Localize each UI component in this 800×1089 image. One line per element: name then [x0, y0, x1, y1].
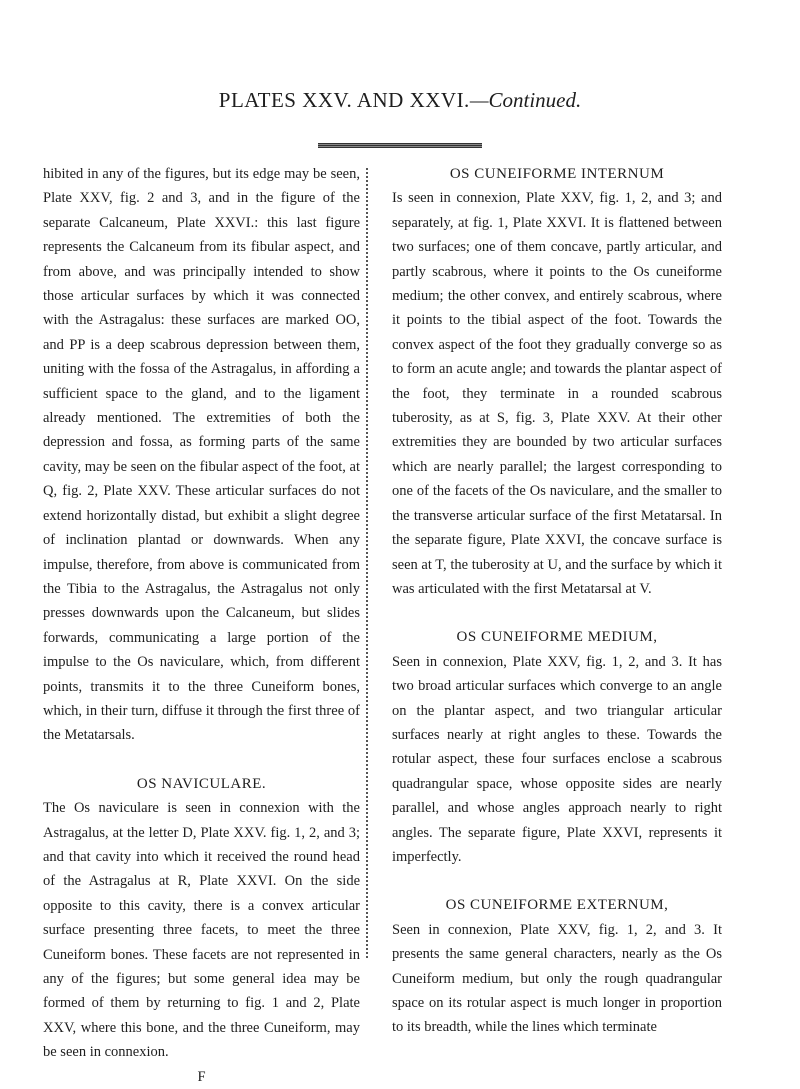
left-column [43, 162, 360, 1089]
signature-mark: F [197, 1068, 206, 1085]
column-divider [366, 168, 368, 958]
left-paragraph-2: The Os naviculare is seen in connexion with the Astragalus, at the letter D, Plate XXV. fig. 1, 2, and 3; and that cavity into which it received the round head of the Astragalus at R, Plate XXVI. On the side opposite to this cavity, there is a convex articular surface presenting three facets, to meet the three Cuneiform bones. These facets are not represented in any of the figures; but some general idea may be formed of them by returning to fig. 1 and 2, Plate XXV, where this bone, and the three Cuneiform, may be seen in connexion. [43, 800, 360, 1061]
heading-cuneiforme-internum: OS CUNEIFORME INTERNUM [449, 166, 665, 182]
heading-os-naviculare: OS NAVICULARE. [136, 775, 267, 792]
right-column [392, 162, 722, 1040]
heading-cuneiforme-externum: OS CUNEIFORME EXTERNUM, [445, 897, 669, 914]
left-paragraph-1: hibited in any of the figures, but its edge may be seen, Plate XXV, fig. 2 and 3, and in the figure of the separate Calcaneum, Plate XXVI.: this last figure represents the Calcaneum from its fibular aspect, and from above, and was principally intended to show those articular surfaces by which it was connected with the Astragalus: these surfaces are marked OO, and PP is a deep scabrous depression between them, uniting with the fossa of the Astragalus, in affording a sufficient space to the gland, and to the ligament already mentioned. The extremities of both the depression and fossa, as forming parts of the same cavity, may be seen on the fibular aspect of the foot, at Q, fig. 2, Plate XXV. These articular surfaces do not extend horizontally distad, but exhibit a slight degree of inclination plantad or downwards. When any impulse, therefore, from above is communicated from the Tibia to the Astragalus, the Astragalus not only presses downwards upon the Calcaneum, but slides forwards, communicating a large portion of the impulse to the Os naviculare, which, from different points, transmits it to the three Cuneiform bones, which, in their turn, diffuse it through the first three of the Metatarsals. [43, 166, 360, 744]
right-paragraph-2: Seen in connexion, Plate XXV, fig. 1, 2, and 3. It has two broad articular surfaces which converge to an angle on the plantar aspect, and two triangular articular surfaces nearly at right angles to these. Towards the rotular aspect, these four surfaces enclose a scabrous quadrangular space, whose opposite sides are nearly parallel, and whose angles approach nearly to right angles. The separate figure, Plate XXVI, represents it imperfectly. [392, 653, 722, 865]
right-paragraph-3: Seen in connexion, Plate XXV, fig. 1, 2, and 3. It presents the same general characters, nearly as the Os Cuneiform medium, but only the rough quadrangular space on its rotular aspect is much longer in proportion to its breadth, while the lines which terminate [392, 921, 722, 1036]
right-paragraph-1: Is seen in connexion, Plate XXV, fig. 1, 2, and 3; and separately, at fig. 1, Plate XXVI. It is flattened between two surfaces; one of them concave, partly articular, and partly scabrous, where it points to the Os cuneiforme medium; the other convex, and entirely scabrous, where it points to the tibial aspect of the foot. Towards the convex aspect of the foot they gradually converge so as to form an acute angle; and towards the plantar aspect of the foot, they terminate in a rounded scabrous tuberosity, as at S, fig. 3, Plate XXV. At their other extremities they are bounded by two articular surfaces which are nearly parallel; the largest corresponding to one of the facets of the Os naviculare, and the smaller to the transverse articular surface of the first Metatarsal. In the separate figure, Plate XXVI, the concave surface is seen at T, the tuberosity at U, and the surface by which it was articulated with the first Metatarsal at V. [392, 190, 722, 597]
heading-cuneiforme-medium: OS CUNEIFORME MEDIUM, [456, 629, 658, 646]
page-title: PLATES XXV. AND XXVI. [218, 88, 470, 112]
page-header [0, 88, 800, 113]
continued-label: —Continued. [469, 88, 582, 112]
header-rule [318, 143, 482, 148]
